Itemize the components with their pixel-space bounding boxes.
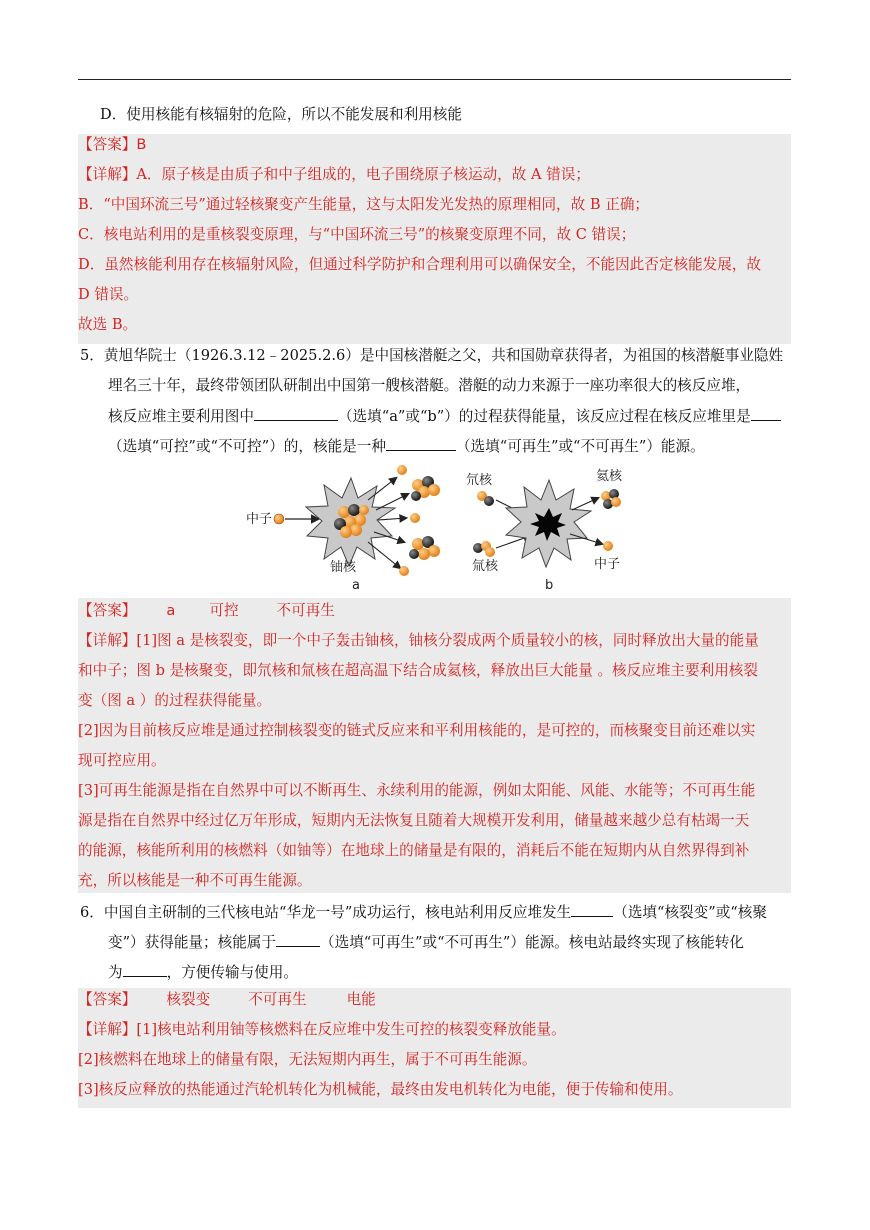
answer-tag: 【答案】 [78,136,137,153]
q6-text: 为 [108,964,123,981]
q5-line [108,406,781,427]
fission-fusion-figure [240,458,640,600]
q5-line [108,436,705,457]
helium-nucleus [601,489,621,509]
q5-detail-line: 和中子；图 b 是核聚变，即氘核和氚核在超高温下结合成氦核，释放出巨大能量 。核反应堆主要利用核裂 [78,662,758,679]
q5-blank-1[interactable] [254,406,338,421]
figure-label-b: b [545,578,554,593]
q5-detail-line: [3]可再生能源是指在自然界中可以不断再生、永续利用的能源，例如太阳能、风能、水能等；不可再生能 [78,782,756,799]
neutron-label-b: 中子 [594,557,621,572]
q6-blank-2[interactable] [276,932,320,947]
deuterium-label: 氘核 [466,473,493,488]
daughter-nucleus [409,536,440,560]
tritium-nucleus [473,541,495,557]
q5-detail-line: 源是指在自然界中经过亿万年形成，短期内无法恢复且随着大规模开发利用，储量越来越少总有枯竭一天 [78,812,750,829]
answer-3: 不可再生 [276,602,335,619]
neutron [603,541,613,551]
detail-text: [1]核电站利用铀等核燃料在反应堆中发生可控的核裂变释放能量。 [136,1021,566,1038]
q5-text: 核反应堆主要利用图中 [108,408,254,425]
q6-detail-line [78,1020,566,1040]
q6-text: 变”）获得能量；核能属于 [108,934,276,951]
q5-detail-line: 充，所以核能是一种不可再生能源。 [78,872,312,889]
q6-blank-3[interactable] [123,962,167,977]
neutron [397,465,407,475]
q6-text: ，方便传输与使用。 [166,964,298,981]
fission-diagram [246,465,440,593]
answer-tag: 【答案】 [78,991,137,1008]
q5-detail-line: 变（图 a ）的过程获得能量。 [78,692,272,709]
answer-2: 可控 [209,602,239,619]
q4-detail-line: D．虽然核能利用存在核辐射风险，但通过科学防护和合理利用可以确保安全，不能因此否定核能发展，故 [78,256,762,273]
arrow [572,498,598,510]
q4-detail-line [78,165,590,185]
q5-blank-3[interactable] [386,436,456,451]
q6-detail-line: [2]核燃料在地球上的储量有限，无法短期内再生，属于不可再生能源。 [78,1051,537,1068]
q5-text: （选填“可控”或“不可控”）的，核能是一种 [108,438,386,455]
answer-1: a [166,602,176,619]
neutron [410,513,420,523]
q6-line [80,902,767,923]
answer-tag: 【答案】 [78,602,137,619]
answer-3: 电能 [346,991,376,1008]
q6-text: （选填“核裂变”或“核聚 [613,904,767,921]
figure-label-a: a [352,578,360,593]
q6-line [108,932,744,953]
uranium-label: 铀核 [330,560,357,575]
helium-label: 氦核 [596,469,623,484]
q5-answer [78,601,335,621]
q4-conclusion: 故选 B。 [78,316,138,333]
q4-detail-line: B．“中国环流三号”通过轻核聚变产生能量，这与太阳发光发热的原理相同，故 B 正确； [78,196,650,213]
q4-answer [78,135,146,155]
detail-tag: 【详解】 [78,166,137,183]
header-rule [78,79,791,80]
fusion-diagram [466,468,623,593]
answer-value: B [136,136,147,153]
tritium-label: 氚核 [472,559,499,574]
deuterium-nucleus [477,491,494,506]
q5-line: 5．黄旭华院士（1926.3.12﹣2025.2.6）是中国核潜艇之父，共和国勋章获得者，为祖国的核潜艇事业隐姓 [80,347,784,364]
neutron-label-a: 中子 [246,512,273,527]
q6-line [108,962,298,983]
incoming-neutron [274,514,284,524]
detail-tag: 【详解】 [78,1021,137,1038]
q5-detail-line: 的能源，核能所利用的核燃料（如铀等）在地球上的储量是有限的，消耗后不能在短期内从自然界得到补 [78,842,750,859]
q4-detail-line: D 错误。 [78,286,139,303]
q6-detail-line: [3]核反应释放的热能通过汽轮机转化为机械能，最终由发电机转化为电能，便于传输和使用。 [78,1081,683,1098]
answer-1: 核裂变 [166,991,211,1008]
q5-blank-2[interactable] [751,406,781,421]
detail-tag: 【详解】 [78,632,137,649]
detail-text: [1]图 a 是核裂变，即一个中子轰击铀核，铀核分裂成两个质量较小的核，同时释放出大量的能量 [136,632,759,649]
answer-2: 不可再生 [248,991,307,1008]
q5-detail-line [78,631,759,651]
daughter-nucleus [411,476,440,501]
q6-answer [78,990,376,1010]
q5-text: （选填“可再生”或“不可再生”）能源。 [455,438,705,455]
q4-detail-line: C．核电站利用的是重核裂变原理，与“中国环流三号”的核聚变原理不同，故 C 错误； [78,226,636,243]
q5-line: 埋名三十年，最终带领团队研制出中国第一艘核潜艇。潜艇的动力来源于一座功率很大的核反应堆， [108,377,751,394]
q6-text: （选填“可再生”或“不可再生”）能源。核电站最终实现了核能转化 [320,934,744,951]
q5-detail-line: 现可控应用。 [78,752,166,769]
q5-text: （选填“a”或“b”）的过程获得能量，该反应过程在核反应堆里是 [337,408,751,425]
neutron [399,566,409,576]
q6-blank-1[interactable] [571,902,613,917]
arrow [378,518,406,520]
detail-text: A．原子核是由质子和中子组成的，电子围绕原子核运动，故 A 错误； [136,166,590,183]
q6-text: 6．中国自主研制的三代核电站“华龙一号”成功运行，核电站利用反应堆发生 [80,904,572,921]
q4-option-d: D．使用核能有核辐射的危险，所以不能发展和利用核能 [100,106,462,123]
q5-detail-line: [2]因为目前核反应堆是通过控制核裂变的链式反应来和平利用核能的，是可控的，而核聚变目前还难以实 [78,722,756,739]
